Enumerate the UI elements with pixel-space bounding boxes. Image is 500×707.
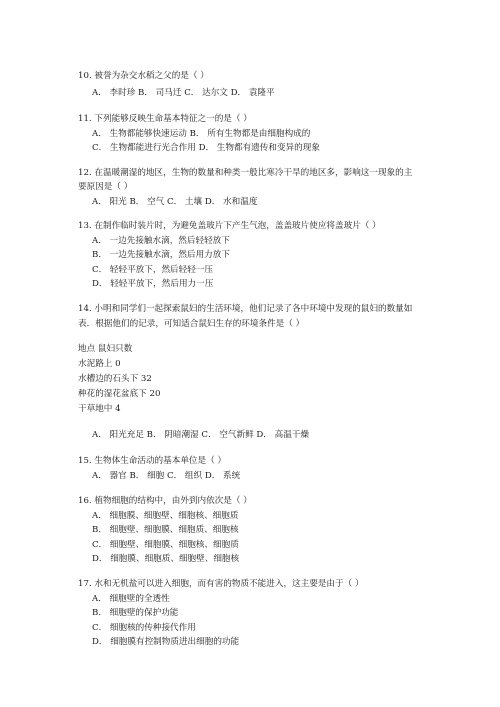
question-16-stem: 16. 植物细胞的结构中，由外到内依次是（ ） (78, 496, 252, 506)
question-16-option-d: D． 细胞膜、细胞质、细胞壁、细胞核 (92, 554, 240, 564)
question-12-stem-line2: 要原因是（ ） (78, 182, 133, 192)
question-15-options: A． 器官 B． 细胞 C． 组织 D． 系统 (92, 471, 241, 481)
question-17-option-d: D． 细胞膜有控制物质进出细胞的功能 (92, 637, 240, 647)
question-11-options-cd: C． 生物都能进行光合作用 D． 生物都有遗传和变异的现象 (92, 143, 320, 153)
question-14-table-header: 地点 鼠妇只数 (78, 344, 133, 354)
question-13-option-b: B． 一边先接触水滴，然后用力放下 (92, 250, 230, 260)
question-13-option-d: D． 轻轻平放下，然后用力一压 (92, 279, 214, 289)
question-16-option-a: A． 细胞膜、细胞壁、细胞核、细胞质 (92, 511, 239, 521)
question-13-option-a: A． 一边先接触水滴，然后轻轻放下 (92, 236, 230, 246)
question-16-option-c: C． 细胞壁、细胞膜、细胞核、细胞质 (92, 540, 239, 550)
question-14-stem-line1: 14. 小明和同学们一起探索鼠妇的生活环境，他们记录了各中环境中发现的鼠妇的数量如 (78, 304, 413, 314)
question-17-stem: 17. 水和无机盐可以进入细胞，而有害的物质不能进入，这主要是由于（ ） (78, 579, 364, 589)
question-14-table-row: 水泥路上 0 (78, 359, 121, 369)
question-12-stem-line1: 12. 在温暖潮湿的地区，生物的数量和种类一般比寒冷干旱的地区多，影响这一现象的主 (78, 168, 413, 178)
question-14-table-row: 种花的湿花盆底下 20 (78, 389, 161, 399)
question-14-table-row: 干草地中 4 (78, 404, 121, 414)
question-14-table-row: 水槽边的石头下 32 (78, 374, 152, 384)
question-11-options-ab: A． 生物都能够快速运动 B． 所有生物都是由细胞构成的 (92, 129, 311, 139)
question-14-options: A． 阳光充足 B． 阴暗潮湿 C． 空气新鲜 D． 高温干燥 (92, 430, 309, 440)
question-14-stem-line2: 表．根据他们的记录，可知适合鼠妇生存的环境条件是（ ） (78, 319, 305, 329)
question-17-option-b: B． 细胞壁的保护功能 (92, 608, 179, 618)
question-15-stem: 15. 生物体生命活动的基本单位是（ ） (78, 456, 227, 466)
question-17-option-a: A． 细胞壁的全透性 (92, 594, 170, 604)
question-17-option-c: C． 细胞核的传种接代作用 (92, 623, 196, 633)
question-10-options: A． 李时珍 B． 司马迁 C． 达尔文 D． 袁隆平 (92, 88, 275, 98)
question-13-option-c: C． 轻轻平放下，然后轻轻一压 (92, 265, 214, 275)
question-12-options: A． 阳光 B． 空气 C． 土壤 D． 水和温度 (92, 197, 258, 207)
question-13-stem: 13. 在制作临时装片时，为避免盖玻片下产生气泡，盖盖玻片使应将盖玻片（ ） (78, 221, 381, 231)
question-16-option-b: B． 细胞壁、细胞膜、细胞质、细胞核 (92, 525, 239, 535)
question-10-stem: 10. 被誉为杂交水稻之父的是（ ） (78, 71, 209, 81)
question-11-stem: 11. 下列能够反映生命基本特征之一的是（ ） (78, 114, 252, 124)
